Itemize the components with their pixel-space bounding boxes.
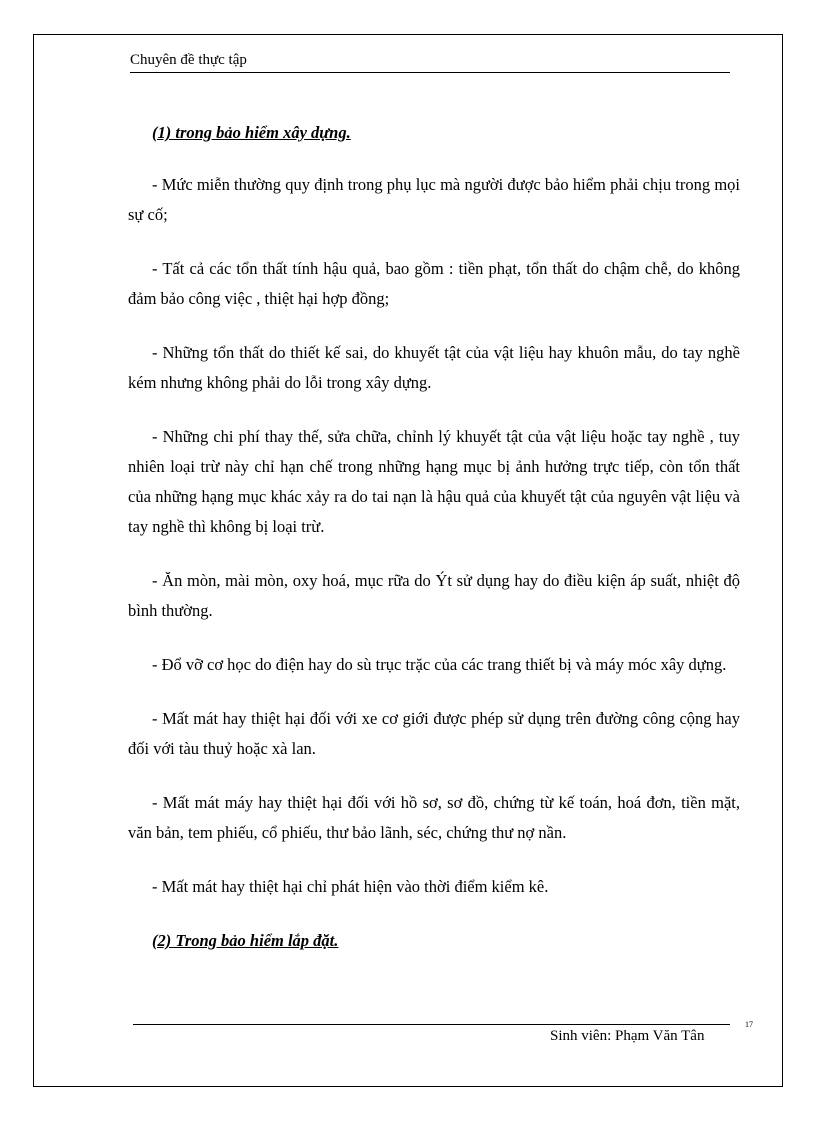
- paragraph-4: - Những chi phí thay thế, sửa chữa, chỉnh lý khuyết tật của vật liệu hoặc tay nghề , tuy nhiên loại trừ này chỉ hạn chế trong những hạng mục bị ảnh hưởng trực tiếp, còn tổn thất của những hạng mục khác xảy ra do tai nạn là hậu quả của khuyết tật của nguyên vật liệu và tay nghề thì không bị loại trừ.: [128, 427, 740, 536]
- paragraph-6: - Đổ vỡ cơ học do điện hay do sù trục trặc của các trang thiết bị và máy móc xây dựng.: [152, 655, 727, 674]
- paragraph-7: - Mất mát hay thiệt hại đối với xe cơ giới được phép sử dụng trên đường công cộng hay đối với tàu thuỷ hoặc xà lan.: [128, 709, 740, 758]
- paragraph-1: - Mức miễn thường quy định trong phụ lục mà người được bảo hiểm phải chịu trong mọi sự cố;: [128, 175, 740, 224]
- section-heading-1: (1) trong bảo hiểm xây dựng.: [152, 123, 351, 142]
- document-body: [128, 118, 740, 956]
- paragraph-2: - Tất cả các tổn thất tính hậu quả, bao gồm : tiền phạt, tổn thất do chậm chễ, do không đảm bảo công việc , thiệt hại hợp đồng;: [128, 259, 740, 308]
- header-rule: [130, 72, 730, 73]
- paragraph-3: - Những tổn thất do thiết kế sai, do khuyết tật của vật liệu hay khuôn mẫu, do tay nghề kém nhưng không phải do lỗi trong xây dựng.: [128, 343, 740, 392]
- paragraph-9: - Mất mát hay thiệt hại chỉ phát hiện vào thời điểm kiểm kê.: [152, 877, 549, 896]
- footer-author: Sinh viên: Phạm Văn Tân: [550, 1028, 705, 1044]
- paragraph-5: - Ăn mòn, mài mòn, oxy hoá, mục rữa do Ýt sử dụng hay do điều kiện áp suất, nhiệt độ bình thường.: [128, 571, 740, 620]
- paragraph-8: - Mất mát máy hay thiệt hại đối với hồ sơ, sơ đồ, chứng từ kế toán, hoá đơn, tiền mặt, văn bản, tem phiếu, cổ phiếu, thư bảo lãnh, séc, chứng thư nợ nần.: [128, 793, 740, 842]
- page-number: 17: [745, 1020, 753, 1029]
- header-title: Chuyên đề thực tập: [130, 52, 247, 68]
- section-heading-2: (2) Trong bảo hiểm lắp đặt.: [152, 931, 339, 950]
- footer-rule: [133, 1024, 730, 1025]
